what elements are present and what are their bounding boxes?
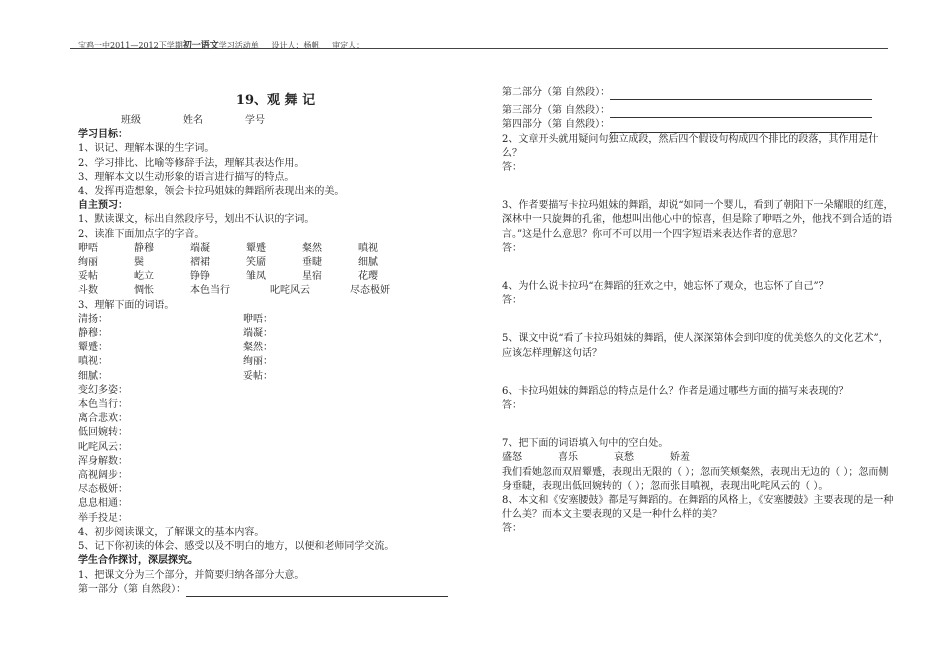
part-line — [502, 104, 897, 118]
lesson-title: 19、观 舞 记 — [235, 93, 316, 108]
page-header — [78, 38, 364, 51]
right-column — [502, 86, 897, 537]
word: 垂睫 — [302, 257, 322, 269]
fill-in-text: 我们看她忽而双眉颦蹙，表现出无限的（ ）；忽而笑颊粲然，表现出无边的（ ）；忽而侧身垂睫，表现出低回婉转的（ ）；忽而张目嗔视，表现出叱咤风云的（ ）。 — [502, 466, 889, 492]
goal-item: 4、发挥再造想象，领会卡拉玛姐妹的舞蹈所表现出来的美。 — [78, 186, 345, 198]
word: 斗数 — [78, 285, 98, 297]
word: 褶裙 — [190, 257, 210, 269]
term: 本色当行： — [78, 399, 128, 411]
term: 嗔视： — [78, 356, 108, 368]
answer-line[interactable] — [186, 585, 448, 597]
question: 6、卡拉玛姐妹的舞蹈总的特点是什么？作者是通过哪些方面的描写来表现的？ — [502, 385, 849, 397]
goal-item: 1、识记、理解本课的生字词。 — [78, 143, 215, 155]
coop-heading: 学生合作探讨，深层探究。 — [78, 555, 198, 567]
term: 细腻： — [78, 370, 108, 382]
word-pair — [78, 370, 473, 384]
word: 绚丽 — [78, 257, 98, 269]
term: 变幻多姿： — [78, 384, 128, 396]
word-pair — [78, 327, 473, 341]
id-label: 学号 — [245, 115, 265, 126]
term: 息息相通： — [78, 498, 128, 510]
header-subject: 初一语文 — [182, 41, 219, 51]
word-option: 盛怒 — [502, 452, 522, 464]
word: 细腻 — [358, 257, 378, 269]
word: 雏凤 — [246, 271, 266, 283]
question: 8、本文和《安塞腰鼓》都是写舞蹈的。在舞蹈的风格上，《安塞腰鼓》主要表现的是一种什么美？而本文主要表现的又是一种什么样的美？ — [502, 495, 894, 521]
coop-item: 1、把课文分为三个部分，并简要归纳各部分大意。 — [78, 569, 305, 581]
part-line — [78, 583, 473, 597]
word-option: 娇羞 — [670, 452, 690, 464]
word-option: 哀愁 — [614, 452, 634, 464]
term: 妥帖： — [243, 370, 273, 382]
term: 粲然： — [243, 342, 273, 354]
answer-label: 答： — [502, 523, 522, 535]
header-rule — [70, 48, 888, 49]
preview-heading: 自主预习： — [78, 200, 128, 212]
term: 叱咤风云： — [78, 441, 128, 453]
question: 2、文章开头就用疑问句独立成段，然后四个假设句构成四个排比的段落，其作用是什么？ — [502, 133, 879, 159]
term: 离合悲欢： — [78, 413, 128, 425]
preview-item: 5、记下你初读的体会、感受以及不明白的地方，以便和老师同学交流。 — [78, 541, 395, 553]
word: 端凝 — [190, 242, 210, 254]
pinyin-row — [78, 256, 473, 270]
term: 绚丽： — [243, 356, 273, 368]
part-line — [502, 118, 897, 132]
pinyin-row — [78, 270, 473, 284]
answer-label: 答： — [502, 295, 522, 307]
name-label: 姓名 — [183, 115, 203, 126]
term: 浑身解数： — [78, 455, 128, 467]
word: 惆怅 — [134, 285, 154, 297]
part-label: 第二部分（第 自然段）： — [502, 87, 611, 98]
answer-line[interactable] — [610, 88, 872, 100]
word-option: 喜乐 — [558, 452, 578, 464]
word: 笑靥 — [246, 257, 266, 269]
word-pair — [78, 341, 473, 355]
header-sheet: 学习活动单 — [218, 41, 259, 50]
answer-label: 答： — [502, 242, 522, 254]
goal-item: 3、理解本文以生动形象的语言进行描写的特点。 — [78, 171, 295, 183]
question: 7、把下面的词语填入句中的空白处。 — [502, 438, 669, 450]
pinyin-row — [78, 242, 473, 256]
class-label: 班级 — [121, 115, 141, 126]
term: 咿唔： — [243, 313, 273, 325]
header-reviewer: 审定人： — [332, 41, 365, 50]
word: 颦蹙 — [246, 242, 266, 254]
term: 端凝： — [243, 328, 273, 340]
answer-label: 答： — [502, 162, 522, 174]
goal-item: 2、学习排比、比喻等修辞手法，理解其表达作用。 — [78, 157, 305, 169]
preview-item: 3、理解下面的词语。 — [78, 299, 175, 311]
word: 星宿 — [302, 271, 322, 283]
word: 屹立 — [134, 271, 154, 283]
word: 静穆 — [134, 242, 154, 254]
term: 高视阔步： — [78, 470, 128, 482]
preview-item: 2、读准下面加点字的字音。 — [78, 228, 205, 240]
header-school: 宝鸡一中2011—2012下学期 — [78, 41, 183, 50]
answer-line[interactable] — [610, 121, 872, 133]
word: 叱咤风云 — [270, 285, 310, 297]
goals-heading: 学习目标： — [78, 129, 128, 141]
word: 花璎 — [358, 271, 378, 283]
word: 粲然 — [302, 242, 322, 254]
word: 尽态极妍 — [350, 285, 390, 297]
question: 4、为什么说卡拉玛“在舞蹈的狂欢之中，她忘怀了观众，也忘怀了自己”？ — [502, 281, 829, 293]
left-column — [78, 92, 473, 597]
student-info — [78, 114, 473, 128]
preview-item: 1、默读课文，标出自然段序号，划出不认识的字词。 — [78, 214, 315, 226]
part-label: 第一部分（第 自然段）： — [78, 583, 187, 595]
answer-label: 答： — [502, 400, 522, 412]
word-pair — [78, 355, 473, 369]
term: 举手投足： — [78, 512, 128, 524]
part-label: 第四部分（第 自然段）： — [502, 119, 611, 131]
word: 铮铮 — [190, 271, 210, 283]
pinyin-row — [78, 284, 473, 298]
word: 妥帖 — [78, 271, 98, 283]
question: 3、作者要描写卡拉玛姐妹的舞蹈，却说“如同一个婴儿，看到了朝阳下一朵耀眼的红莲，深林中一只旋舞的孔雀，他想叫出他心中的惊喜，但是除了咿唔之外，他找不到合适的语言。”这是什么意思？你可不可以用一个四字短语来表达作者的意思？ — [502, 200, 894, 240]
word-bank — [502, 451, 897, 465]
header-designer: 设计人：杨帆 — [271, 41, 320, 50]
preview-item: 4、初步阅读课文，了解课文的基本内容。 — [78, 526, 265, 538]
term: 颦蹙： — [78, 342, 108, 354]
question: 5、课文中说“看了卡拉玛姐妹的舞蹈，使人深深第体会到印度的优美悠久的文化艺术”，应该怎样理解这句话？ — [502, 333, 889, 359]
word: 嗔视 — [358, 242, 378, 254]
word: 鬓 — [134, 257, 144, 269]
part-line — [502, 86, 897, 100]
term: 静穆： — [78, 328, 108, 340]
term: 清扬： — [78, 313, 108, 325]
term: 低回婉转： — [78, 427, 128, 439]
part-label: 第三部分（第 自然段）： — [502, 105, 611, 117]
word: 咿唔 — [78, 242, 98, 254]
word-pair — [78, 313, 473, 327]
word: 本色当行 — [190, 285, 230, 297]
answer-line[interactable] — [610, 106, 872, 118]
term: 尽态极妍： — [78, 484, 128, 496]
